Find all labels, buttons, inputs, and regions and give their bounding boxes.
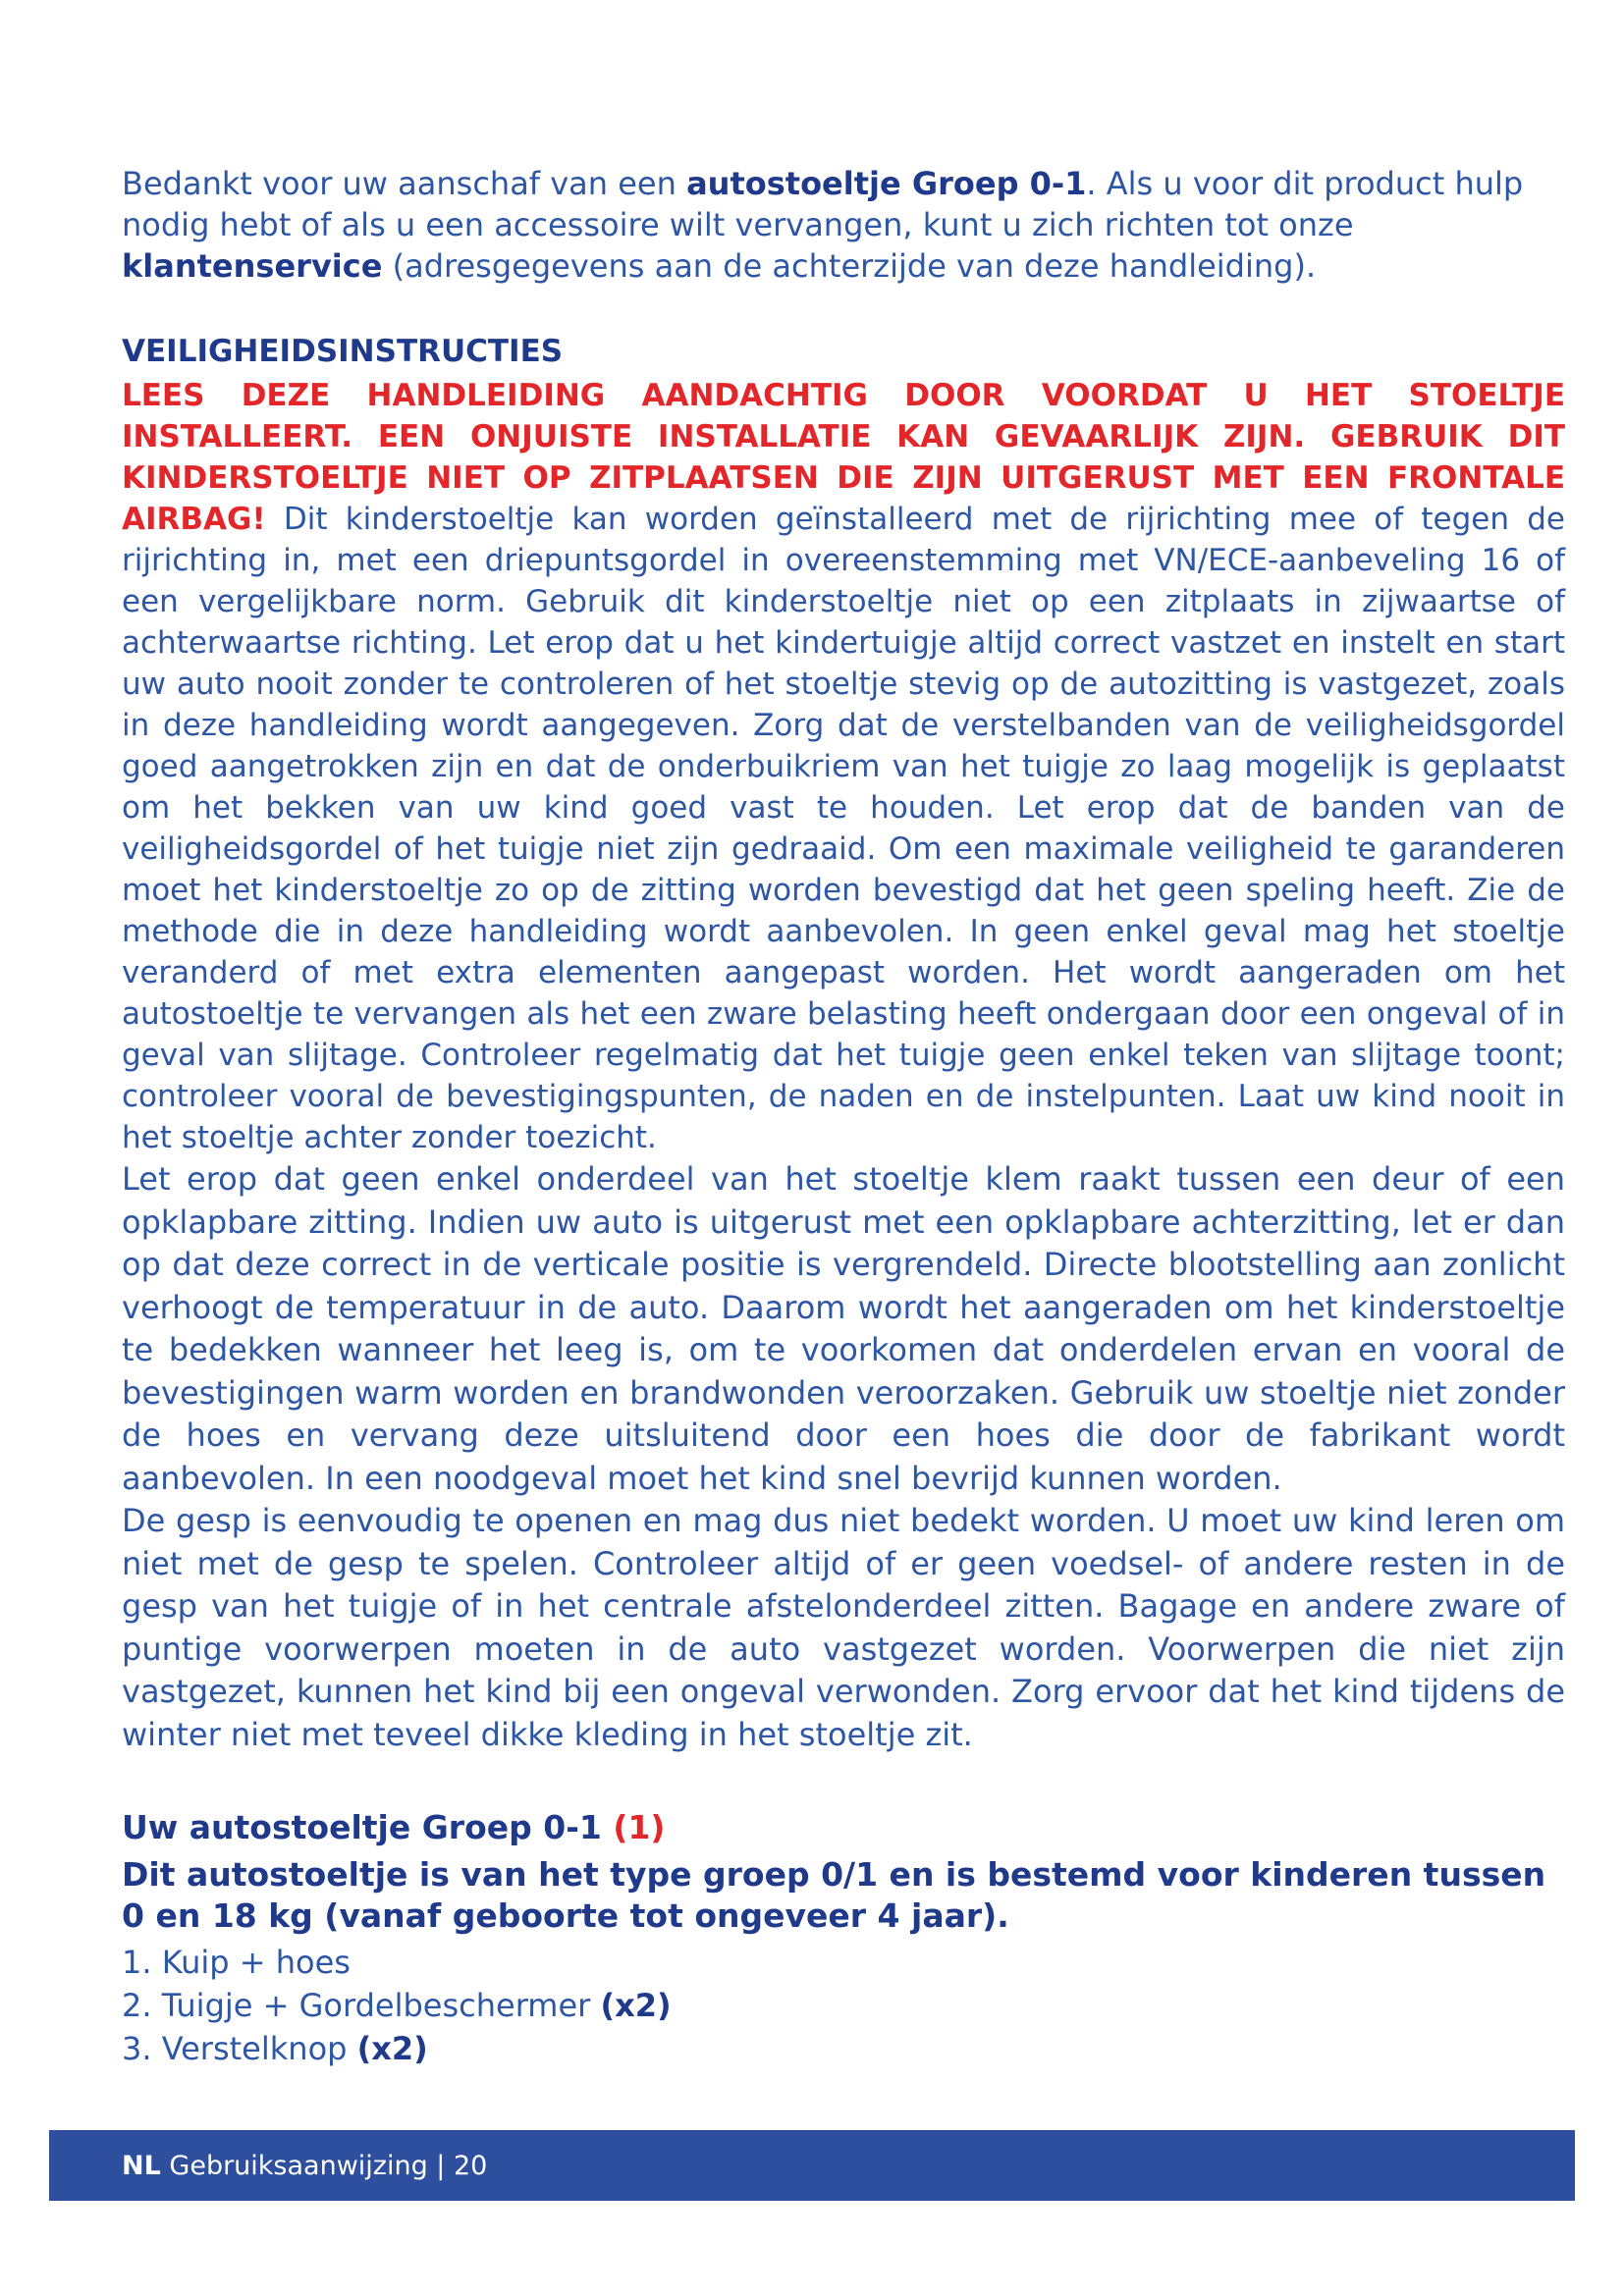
page-content bbox=[122, 163, 1565, 2070]
intro-product-name: autostoeltje Groep 0-1 bbox=[686, 165, 1087, 202]
safety-paragraph-1: Dit kinderstoeltje kan worden geïnstalleerd met de rijrichting mee of tegen de rijrichting in, met een driepuntsgordel in overeenstemming met VN/ECE-aanbeveling 16 of een vergelijkbare norm. Gebruik dit kinderstoeltje niet op een zitplaats in zijwaartse of achterwaartse richting. Let erop dat u het kindertuigje altijd correct vastzet en instelt en start uw auto nooit zonder te controleren of het stoeltje stevig op de autozitting is vastgezet, zoals in deze handleiding wordt aangegeven. Zorg dat de verstelbanden van de veiligheidsgordel goed aangetrokken zijn en dat de onderbuikriem van het tuigje zo laag mogelijk is geplaatst om het bekken van uw kind goed vast te houden. Let erop dat de banden van de veiligheidsgordel of het tuigje niet zijn gedraaid. Om een maximale veiligheid te garanderen moet het kinderstoeltje zo op de zitting worden bevestigd dat het geen speling heeft. Zie de methode die in deze handleiding wordt aanbevolen. In geen enkel geval mag het stoeltje veranderd of met extra elementen aangepast worden. Het wordt aangeraden om het autostoeltje te vervangen als het een zware belasting heeft ondergaan door een ongeval of in geval van slijtage. Controleer regelmatig dat het tuigje geen enkel teken van slijtage toont; controleer vooral de bevestigingspunten, de naden en de instelpunten. Laat uw kind nooit in het stoeltje achter zonder toezicht. bbox=[122, 502, 1566, 1155]
product-title-text: Uw autostoeltje Groep 0-1 bbox=[122, 1808, 602, 1846]
list-item-text: 2. Tuigje + Gordelbeschermer bbox=[122, 1987, 601, 2024]
list-item-text: 1. Kuip + hoes bbox=[122, 1944, 351, 1981]
list-item bbox=[122, 1984, 1565, 2027]
footer-content bbox=[49, 2151, 487, 2181]
list-item-text: 3. Verstelknop bbox=[122, 2030, 357, 2067]
intro-text: Bedankt voor uw aanschaf van een bbox=[122, 165, 687, 202]
list-item-qty: (x2) bbox=[356, 2030, 428, 2067]
page-footer bbox=[49, 2130, 1575, 2201]
warning-text: LEES DEZE HANDLEIDING AANDACHTIG DOOR VOORDAT U HET STOELTJE INSTALLEERT. EEN ONJUISTE INSTALLATIE KAN GEVAARLIJK ZIJN. GEBRUIK DIT KINDERSTOELTJE NIET OP ZITPLAATSEN DIE ZIJN UITGERUST MET EEN FRONTALE AIRBAG! bbox=[122, 378, 1565, 537]
product-subtitle: Dit autostoeltje is van het type groep 0/1 en is bestemd voor kinderen tussen 0 en 18 kg (vanaf geboorte tot ongeveer 4 jaar). bbox=[122, 1855, 1546, 1935]
safety-heading: VEILIGHEIDSINSTRUCTIES bbox=[122, 334, 564, 369]
intro-paragraph bbox=[122, 163, 1565, 287]
product-title bbox=[122, 1807, 1565, 1848]
footer-label: Gebruiksaanwijzing | 20 bbox=[169, 2150, 488, 2181]
footer-language: NL bbox=[122, 2150, 161, 2181]
safety-paragraph-2: Let erop dat geen enkel onderdeel van het stoeltje klem raakt tussen een deur of een opklapbare zitting. Indien uw auto is uitgerust met een opklapbare achterzitting, let er dan op dat deze correct in de verticale positie is vergrendeld. Directe blootstelling aan zonlicht verhoogt de temperatuur in de auto. Daarom wordt het aangeraden om het kinderstoeltje te bedekken wanneer het leeg is, om te voorkomen dat onderdelen ervan en vooral de bevestigingen warm worden en brandwonden veroorzaken. Gebruik uw stoeltje niet zonder de hoes en vervang deze uitsluitend door een hoes die door de fabrikant wordt aanbevolen. In een noodgeval moet het kind snel bevrijd kunnen worden. bbox=[122, 1160, 1565, 1497]
product-parts-list bbox=[122, 1941, 1565, 2070]
safety-warning bbox=[122, 375, 1565, 1158]
intro-text: . Als u voor dit product hulp nodig hebt of als u een accessoire wilt vervangen, kunt u zich richten tot onze bbox=[122, 165, 1524, 243]
list-item bbox=[122, 1941, 1565, 1984]
intro-customer-service: klantenservice bbox=[122, 247, 383, 285]
product-title-ref: (1) bbox=[613, 1808, 666, 1846]
intro-text: (adresgegevens aan de achterzijde van deze handleiding). bbox=[382, 247, 1317, 285]
list-item bbox=[122, 2027, 1565, 2070]
list-item-qty: (x2) bbox=[600, 1987, 672, 2024]
safety-paragraph-3: De gesp is eenvoudig te openen en mag dus niet bedekt worden. U moet uw kind leren om niet met de gesp te spelen. Controleer altijd of er geen voedsel- of andere resten in de gesp van het tuigje of in het centrale afstelonderdeel zitten. Bagage en andere zware of puntige voorwerpen moeten in de auto vastgezet worden. Voorwerpen die niet zijn vastgezet, kunnen het kind bij een ongeval verwonden. Zorg ervoor dat het kind tijdens de winter niet met teveel dikke kleding in het stoeltje zit. bbox=[122, 1502, 1565, 1753]
